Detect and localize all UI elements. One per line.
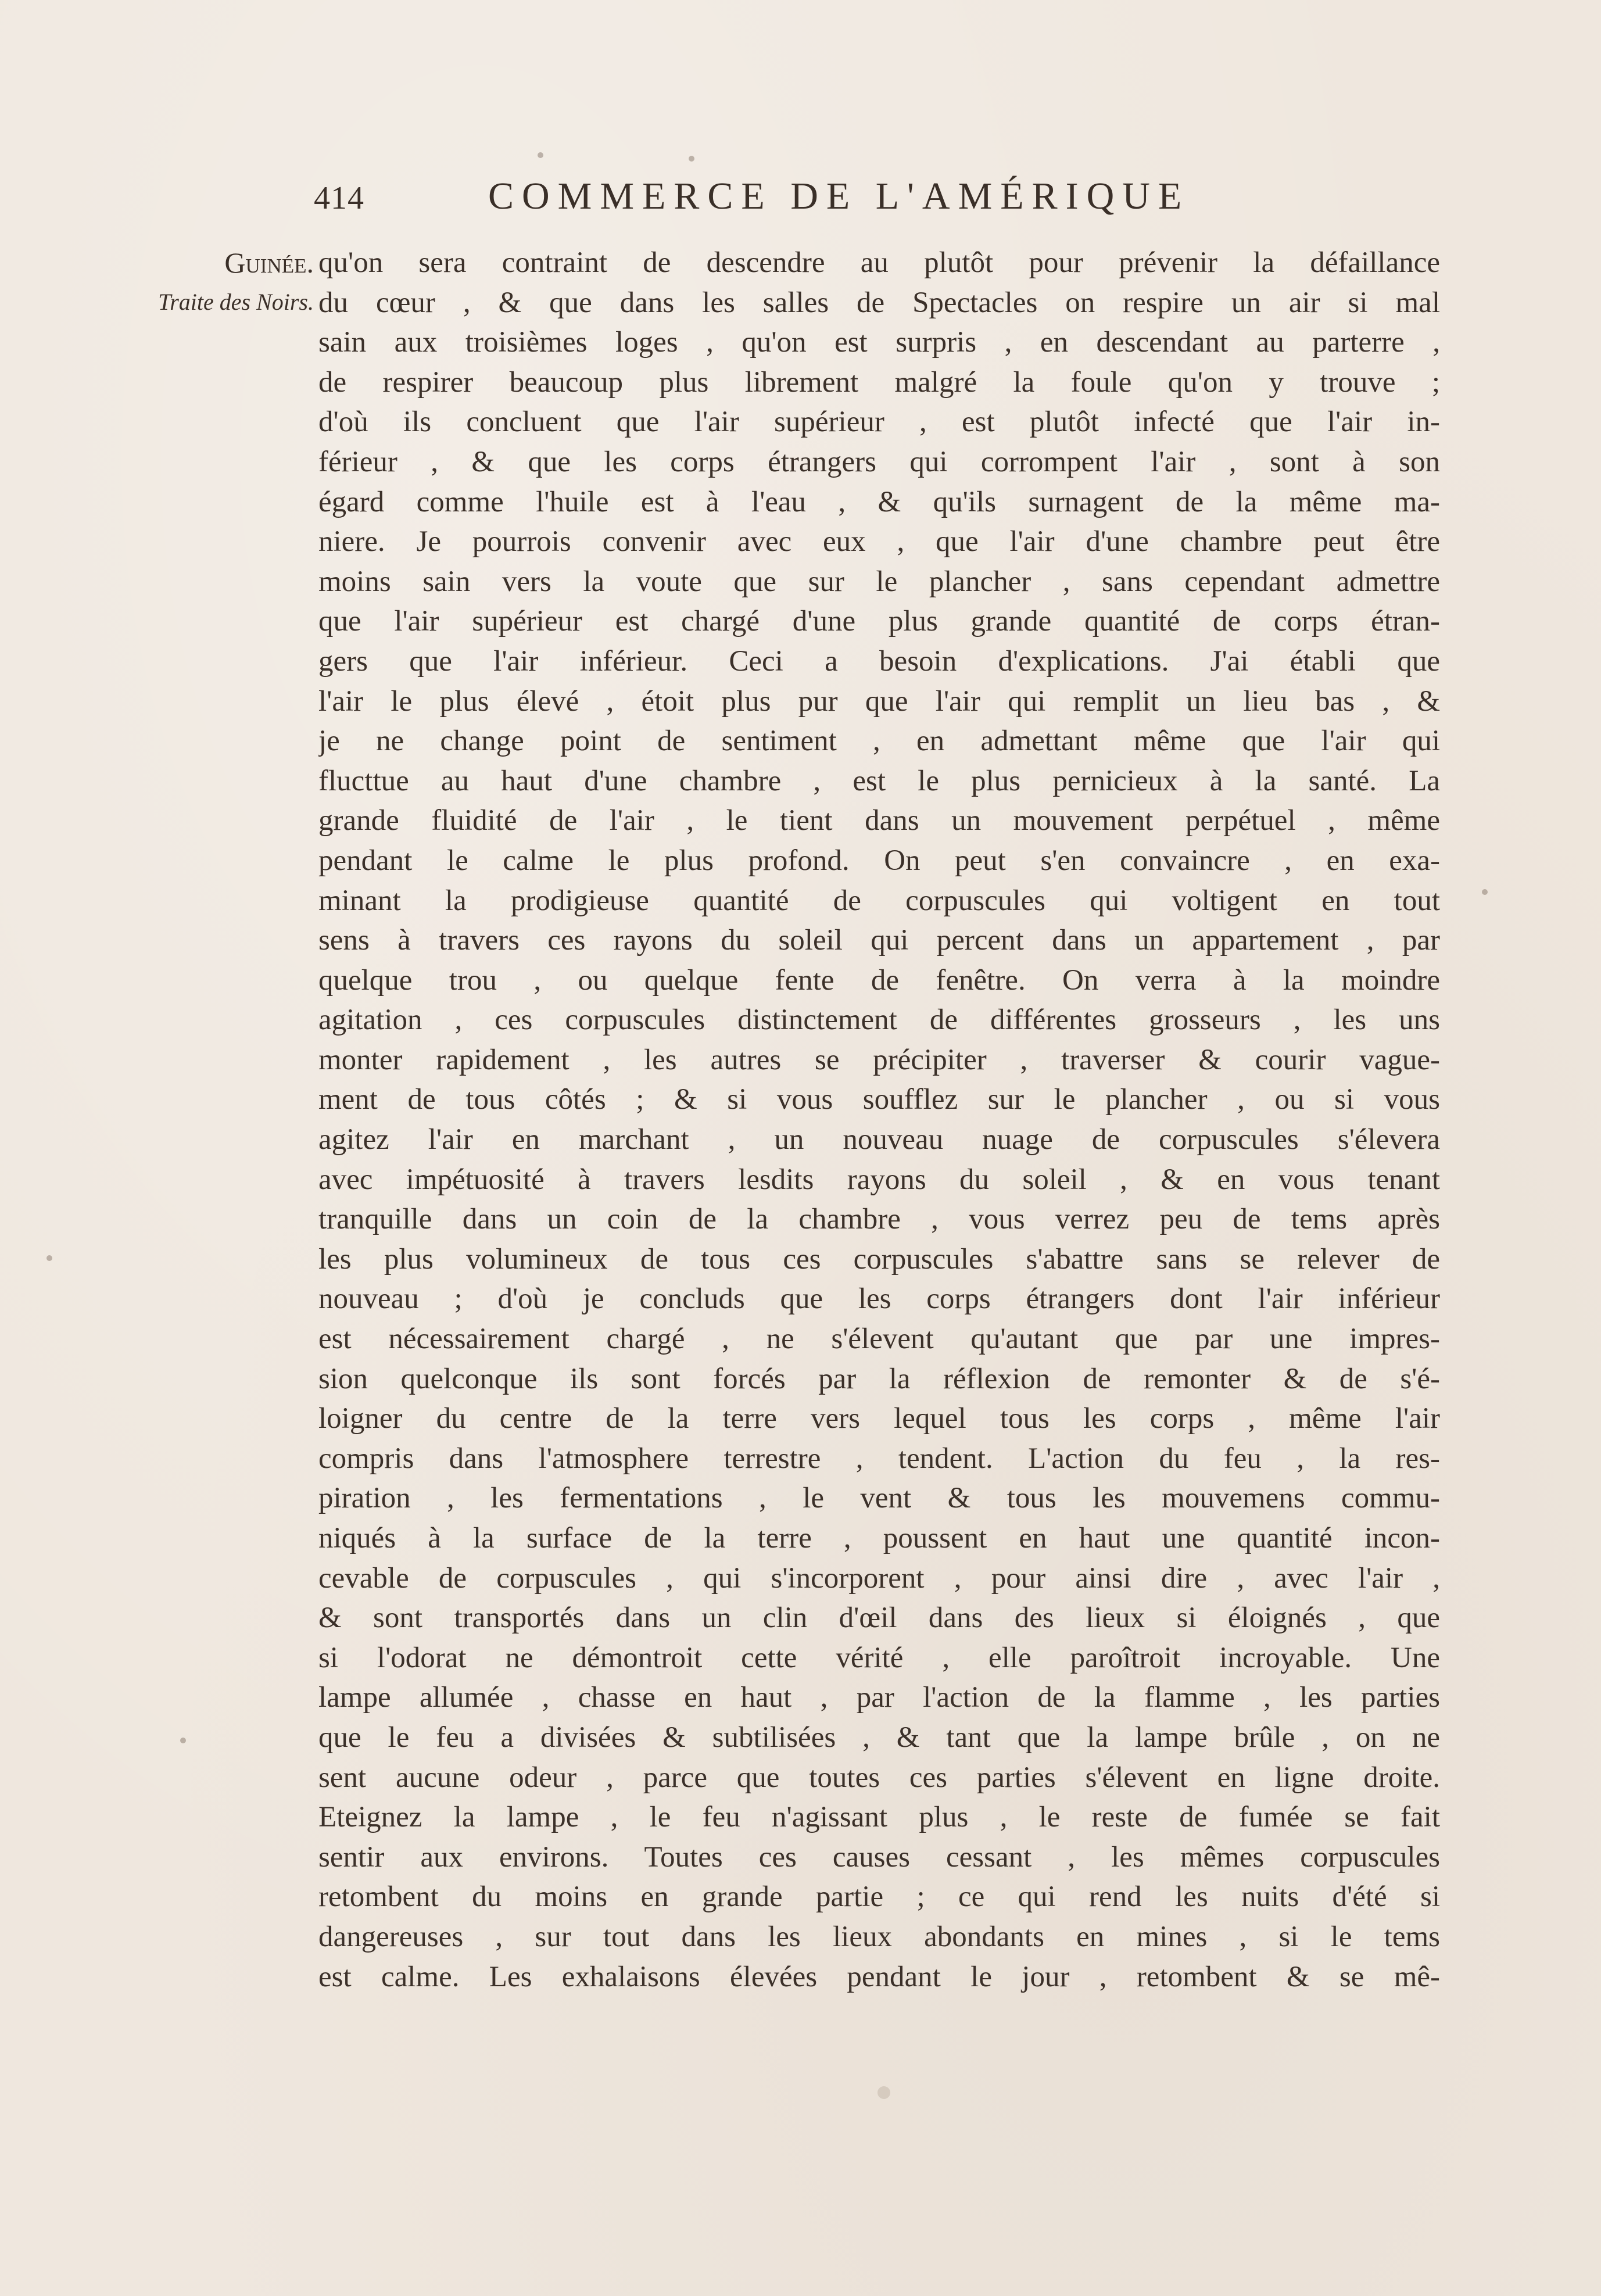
text-line: pendant le calme le plus profond. On peut s'en convaincre , en exa- (318, 844, 1440, 877)
running-title: COMMERCE DE L'AMÉRIQUE (488, 175, 1190, 217)
text-line: gers que l'air inférieur. Ceci a besoin d'explications. J'ai établi que (318, 644, 1440, 678)
text-line: quelque trou , ou quelque fente de fenêtre. On verra à la moindre (318, 963, 1440, 997)
paper-speck (689, 156, 694, 162)
text-line: retombent du moins en grande partie ; ce qui rend les nuits d'été si (318, 1881, 1440, 1914)
text-line: que l'air supérieur est chargé d'une plus grande quantité de corps étran- (318, 605, 1440, 638)
text-line: sens à travers ces rayons du soleil qui percent dans un appartement , par (318, 924, 1440, 957)
text-line: moins sain vers la voute que sur le plancher , sans cependant admettre (318, 565, 1440, 598)
text-line: sentir aux environs. Toutes ces causes cessant , les mêmes corpuscules (318, 1840, 1440, 1874)
text-line: sent aucune odeur , parce que toutes ces parties s'élevent en ligne droite. (318, 1761, 1440, 1794)
text-line: agitez l'air en marchant , un nouveau nuage de corpuscules s'élevera (318, 1123, 1440, 1156)
page-number: 414 (314, 180, 364, 216)
text-line: tranquille dans un coin de la chambre , vous verrez peu de tems après (318, 1203, 1440, 1236)
text-line: agitation , ces corpuscules distinctement de différentes grosseurs , les uns (318, 1004, 1440, 1037)
text-line: grande fluidité de l'air , le tient dans un mouvement perpétuel , même (318, 804, 1440, 837)
text-line: compris dans l'atmosphere terrestre , tendent. L'action du feu , la res- (318, 1442, 1440, 1475)
text-line: férieur , & que les corps étrangers qui corrompent l'air , sont à son (318, 445, 1440, 478)
paper-speck (180, 1738, 186, 1743)
text-line: est nécessairement chargé , ne s'élevent qu'autant que par une impres- (318, 1323, 1440, 1356)
text-line: je ne change point de sentiment , en admettant même que l'air qui (318, 725, 1440, 758)
text-line: si l'odorat ne démontroit cette vérité , elle paroîtroit incroyable. Une (318, 1641, 1440, 1674)
text-line: cevable de corpuscules , qui s'incorporent , pour ainsi dire , avec l'air , (318, 1561, 1440, 1595)
page-header (314, 174, 1337, 238)
margin-topic-label: Traite des Noirs. (158, 289, 314, 315)
text-line: Eteignez la lampe , le feu n'agissant plus , le reste de fumée se fait (318, 1801, 1440, 1834)
text-line: est calme. Les exhalaisons élevées pendant le jour , retombent & se mê- (318, 1960, 1440, 1993)
text-line: sion quelconque ils sont forcés par la réflexion de remonter & de s'é- (318, 1362, 1440, 1395)
body-text (318, 243, 1440, 1997)
paper-speck (538, 152, 543, 158)
text-line: d'où ils concluent que l'air supérieur , est plutôt infecté que l'air in- (318, 406, 1440, 439)
text-line: nouveau ; d'où je concluds que les corps étrangers dont l'air inférieur (318, 1283, 1440, 1316)
paper-speck (877, 2086, 890, 2099)
text-line: les plus volumineux de tous ces corpuscules s'abattre sans se relever de (318, 1242, 1440, 1276)
text-line: lampe allumée , chasse en haut , par l'action de la flamme , les parties (318, 1681, 1440, 1714)
text-line: minant la prodigieuse quantité de corpuscules qui voltigent en tout (318, 884, 1440, 917)
paper-speck (1482, 889, 1488, 895)
text-line: niqués à la surface de la terre , poussent en haut une quantité incon- (318, 1522, 1440, 1554)
text-line: monter rapidement , les autres se précipiter , traverser & courir vague- (318, 1043, 1440, 1076)
text-line: que le feu a divisées & subtilisées , & tant que la lampe brûle , on ne (318, 1721, 1440, 1754)
text-line: qu'on sera contraint de descendre au plutôt pour prévenir la défaillance (318, 246, 1440, 279)
text-line: & sont transportés dans un clin d'œil dans des lieux si éloignés , que (318, 1602, 1440, 1635)
margin-notes (113, 243, 314, 322)
text-line: flucttue au haut d'une chambre , est le plus pernicieux à la santé. La (318, 764, 1440, 797)
text-line: piration , les fermentations , le vent & tous les mouvemens commu- (318, 1482, 1440, 1515)
text-line: sain aux troisièmes loges , qu'on est surpris , en descendant au parterre , (318, 326, 1440, 359)
text-line: avec impétuosité à travers lesdits rayons du soleil , & en vous tenant (318, 1163, 1440, 1196)
text-line: niere. Je pourrois convenir avec eux , que l'air d'une chambre peut être (318, 525, 1440, 558)
text-line: du cœur , & que dans les salles de Spectacles on respire un air si mal (318, 286, 1440, 319)
text-line: dangereuses , sur tout dans les lieux abondants en mines , si le tems (318, 1920, 1440, 1953)
text-line: l'air le plus élevé , étoit plus pur que l'air qui remplit un lieu bas , & (318, 685, 1440, 718)
text-line: égard comme l'huile est à l'eau , & qu'ils surnagent de la même ma- (318, 485, 1440, 518)
text-line: de respirer beaucoup plus librement malgré la foule qu'on y trouve ; (318, 366, 1440, 399)
margin-region-label: Guinée. (224, 246, 314, 279)
paper-speck (46, 1255, 52, 1261)
text-line: loigner du centre de la terre vers lequel tous les corps , même l'air (318, 1402, 1440, 1435)
text-line: ment de tous côtés ; & si vous soufflez sur le plancher , ou si vous (318, 1083, 1440, 1116)
